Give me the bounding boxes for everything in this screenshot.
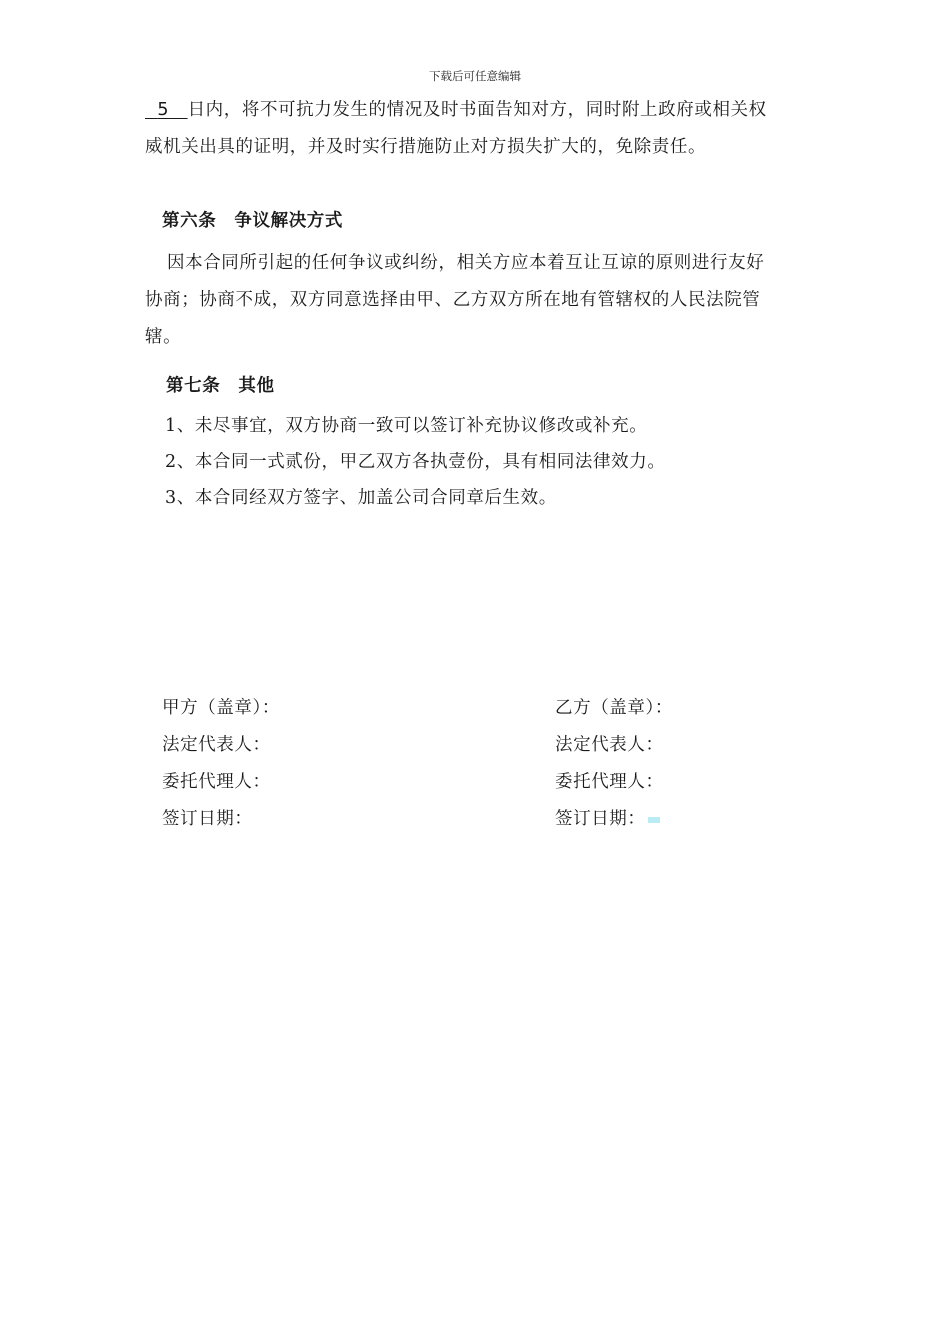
party-b-date-row [555,801,673,838]
article-7-item: 3、本合同经双方签字、加盖公司合同章后生效。 [165,488,557,508]
party-a-date: 签订日期： [162,809,253,829]
party-a-legal-rep: 法定代表人： [162,735,271,755]
article-7-item: 1、未尽事宜，双方协商一致可以签订补充协议修改或补充。 [165,416,648,436]
force-majeure-clause: 5 日内，将不可抗力发生的情况及时书面告知对方，同时附上政府或相关权 威机关出具的证明，并及时实行措施防止对方损失扩大的，免除责任。 [145,100,767,157]
document-body [145,92,810,516]
party-b-seal: 乙方（盖章）： [555,698,673,718]
party-a-seal: 甲方（盖章）： [162,698,280,718]
article-6-body: 因本合同所引起的任何争议或纠纷，相关方应本着互让互谅的原则进行友好 协商；协商不成，双方同意选择由甲、乙方双方所在地有管辖权的人民法院管 辖。 [145,253,765,347]
party-a-signature-block [162,690,280,838]
party-a-agent: 委托代理人： [162,772,271,792]
article-6-heading: 第六条 争议解决方式 [162,211,343,231]
article-7-item: 2、本合同一式贰份，甲乙双方各执壹份，具有相同法律效力。 [165,452,666,472]
party-b-legal-rep: 法定代表人： [555,735,664,755]
day-count-blank: 5 [157,100,170,120]
party-b-agent: 委托代理人： [555,772,664,792]
article-7-heading: 第七条 其他 [166,376,275,396]
page-header: 下载后可任意编辑 [429,69,521,83]
highlight-mark [648,817,660,823]
party-b-signature-block [555,690,673,838]
party-b-date: 签订日期： [555,809,646,829]
